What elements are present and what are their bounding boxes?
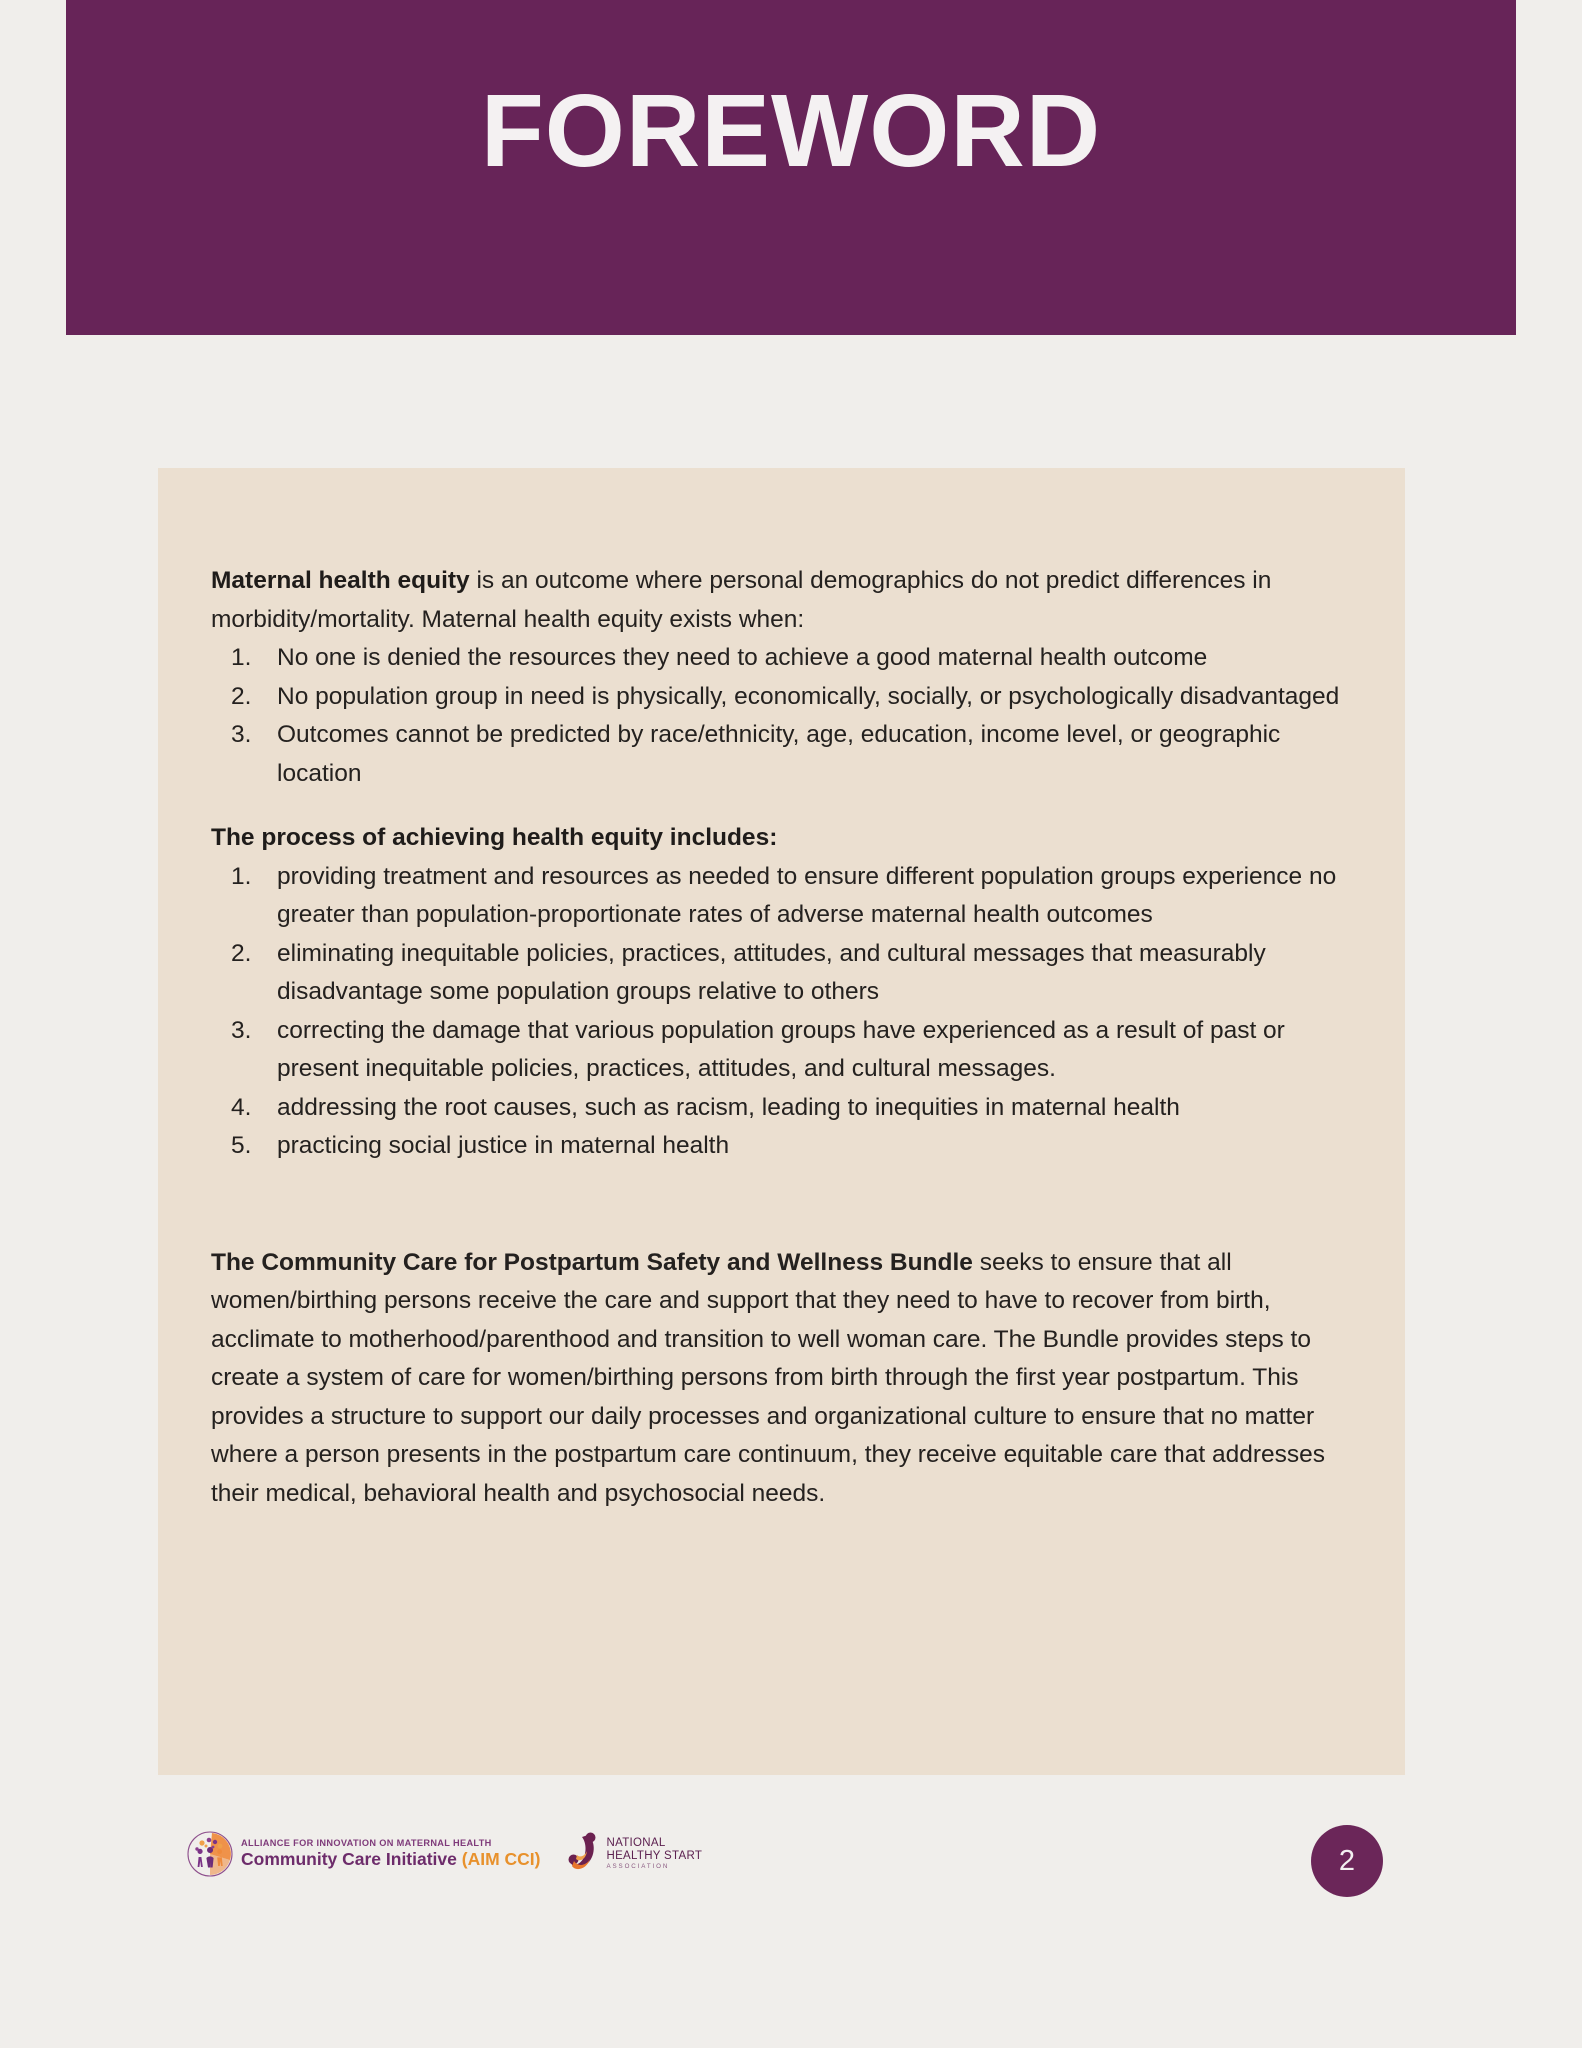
bundle-name: The Community Care for Postpartum Safety and Wellness Bundle	[211, 1248, 973, 1276]
nhsa-line-2: HEALTHY START	[606, 1849, 703, 1862]
nhsa-line-1: NATIONAL	[606, 1837, 666, 1850]
spacer	[211, 793, 1351, 819]
list-item: eliminating inequitable policies, practices, attitudes, and cultural messages that measurably disadvantage some population groups relative to others	[277, 939, 1266, 1005]
footer-logos	[186, 1830, 702, 1878]
process-heading: The process of achieving health equity includes:	[211, 824, 778, 851]
aim-cci-wordmark	[241, 1839, 540, 1869]
list-item: providing treatment and resources as needed to ensure different population groups experience no greater than population-proportionate rates of adverse maternal health outcomes	[277, 862, 1337, 928]
national-healthy-start-logo	[566, 1831, 702, 1877]
spacer	[211, 1166, 1351, 1244]
aim-emblem-icon	[186, 1830, 234, 1878]
aim-name	[241, 1851, 540, 1869]
aim-name-text: Community Care Initiative	[241, 1849, 462, 1870]
page-footer	[0, 1800, 1582, 1930]
closing-paragraph	[211, 1244, 1351, 1514]
header-banner	[66, 0, 1516, 335]
definition-text: is an outcome where personal demographics do not predict differences in morbidity/mortality. Maternal health equity exists when:	[211, 567, 1272, 633]
nhsa-wordmark	[606, 1837, 702, 1871]
aim-acronym: (AIM CCI)	[461, 1849, 541, 1870]
definition-term: Maternal health equity	[211, 567, 470, 594]
list-item: correcting the damage that various population groups have experienced as a result of past or present inequitable policies, practices, attitudes, and cultural messages.	[277, 1016, 1285, 1082]
process-list	[211, 858, 1351, 1166]
closing-text: seeks to ensure that all women/birthing persons receive the care and support that they need to have to recover from birth, acclimate to motherhood/parenthood and transition to well woman care. The Bundle provides steps to create a system of care for women/birthing persons from birth through the first year postpartum. This provides a structure to support our daily processes and organizational culture to ensure that no matter where a person presents in the postpartum care continuum, they receive equitable care that addresses their medical, behavioral health and psychosocial needs.	[211, 1248, 1326, 1508]
list-item: Outcomes cannot be predicted by race/ethnicity, age, education, income level, or geographic location	[277, 721, 1281, 787]
page-title: FOREWORD	[480, 73, 1102, 188]
list-item: practicing social justice in maternal health	[277, 1132, 730, 1159]
content-card	[158, 468, 1405, 1775]
page-number-badge: 2	[1311, 1825, 1383, 1897]
nhsa-emblem-icon	[566, 1831, 600, 1877]
content-body	[211, 562, 1351, 1514]
list-item: No population group in need is physically, economically, socially, or psychologically disadvantaged	[277, 682, 1340, 710]
aim-tagline: ALLIANCE FOR INNOVATION ON MATERNAL HEALTH	[241, 1838, 492, 1849]
nhsa-line-3: ASSOCIATION	[606, 1863, 670, 1871]
aim-cci-logo	[186, 1830, 540, 1878]
list-item: addressing the root causes, such as racism, leading to inequities in maternal health	[277, 1093, 1180, 1121]
definition-paragraph	[211, 562, 1351, 639]
definition-list	[211, 639, 1351, 793]
list-item: No one is denied the resources they need to achieve a good maternal health outcome	[277, 644, 1208, 671]
